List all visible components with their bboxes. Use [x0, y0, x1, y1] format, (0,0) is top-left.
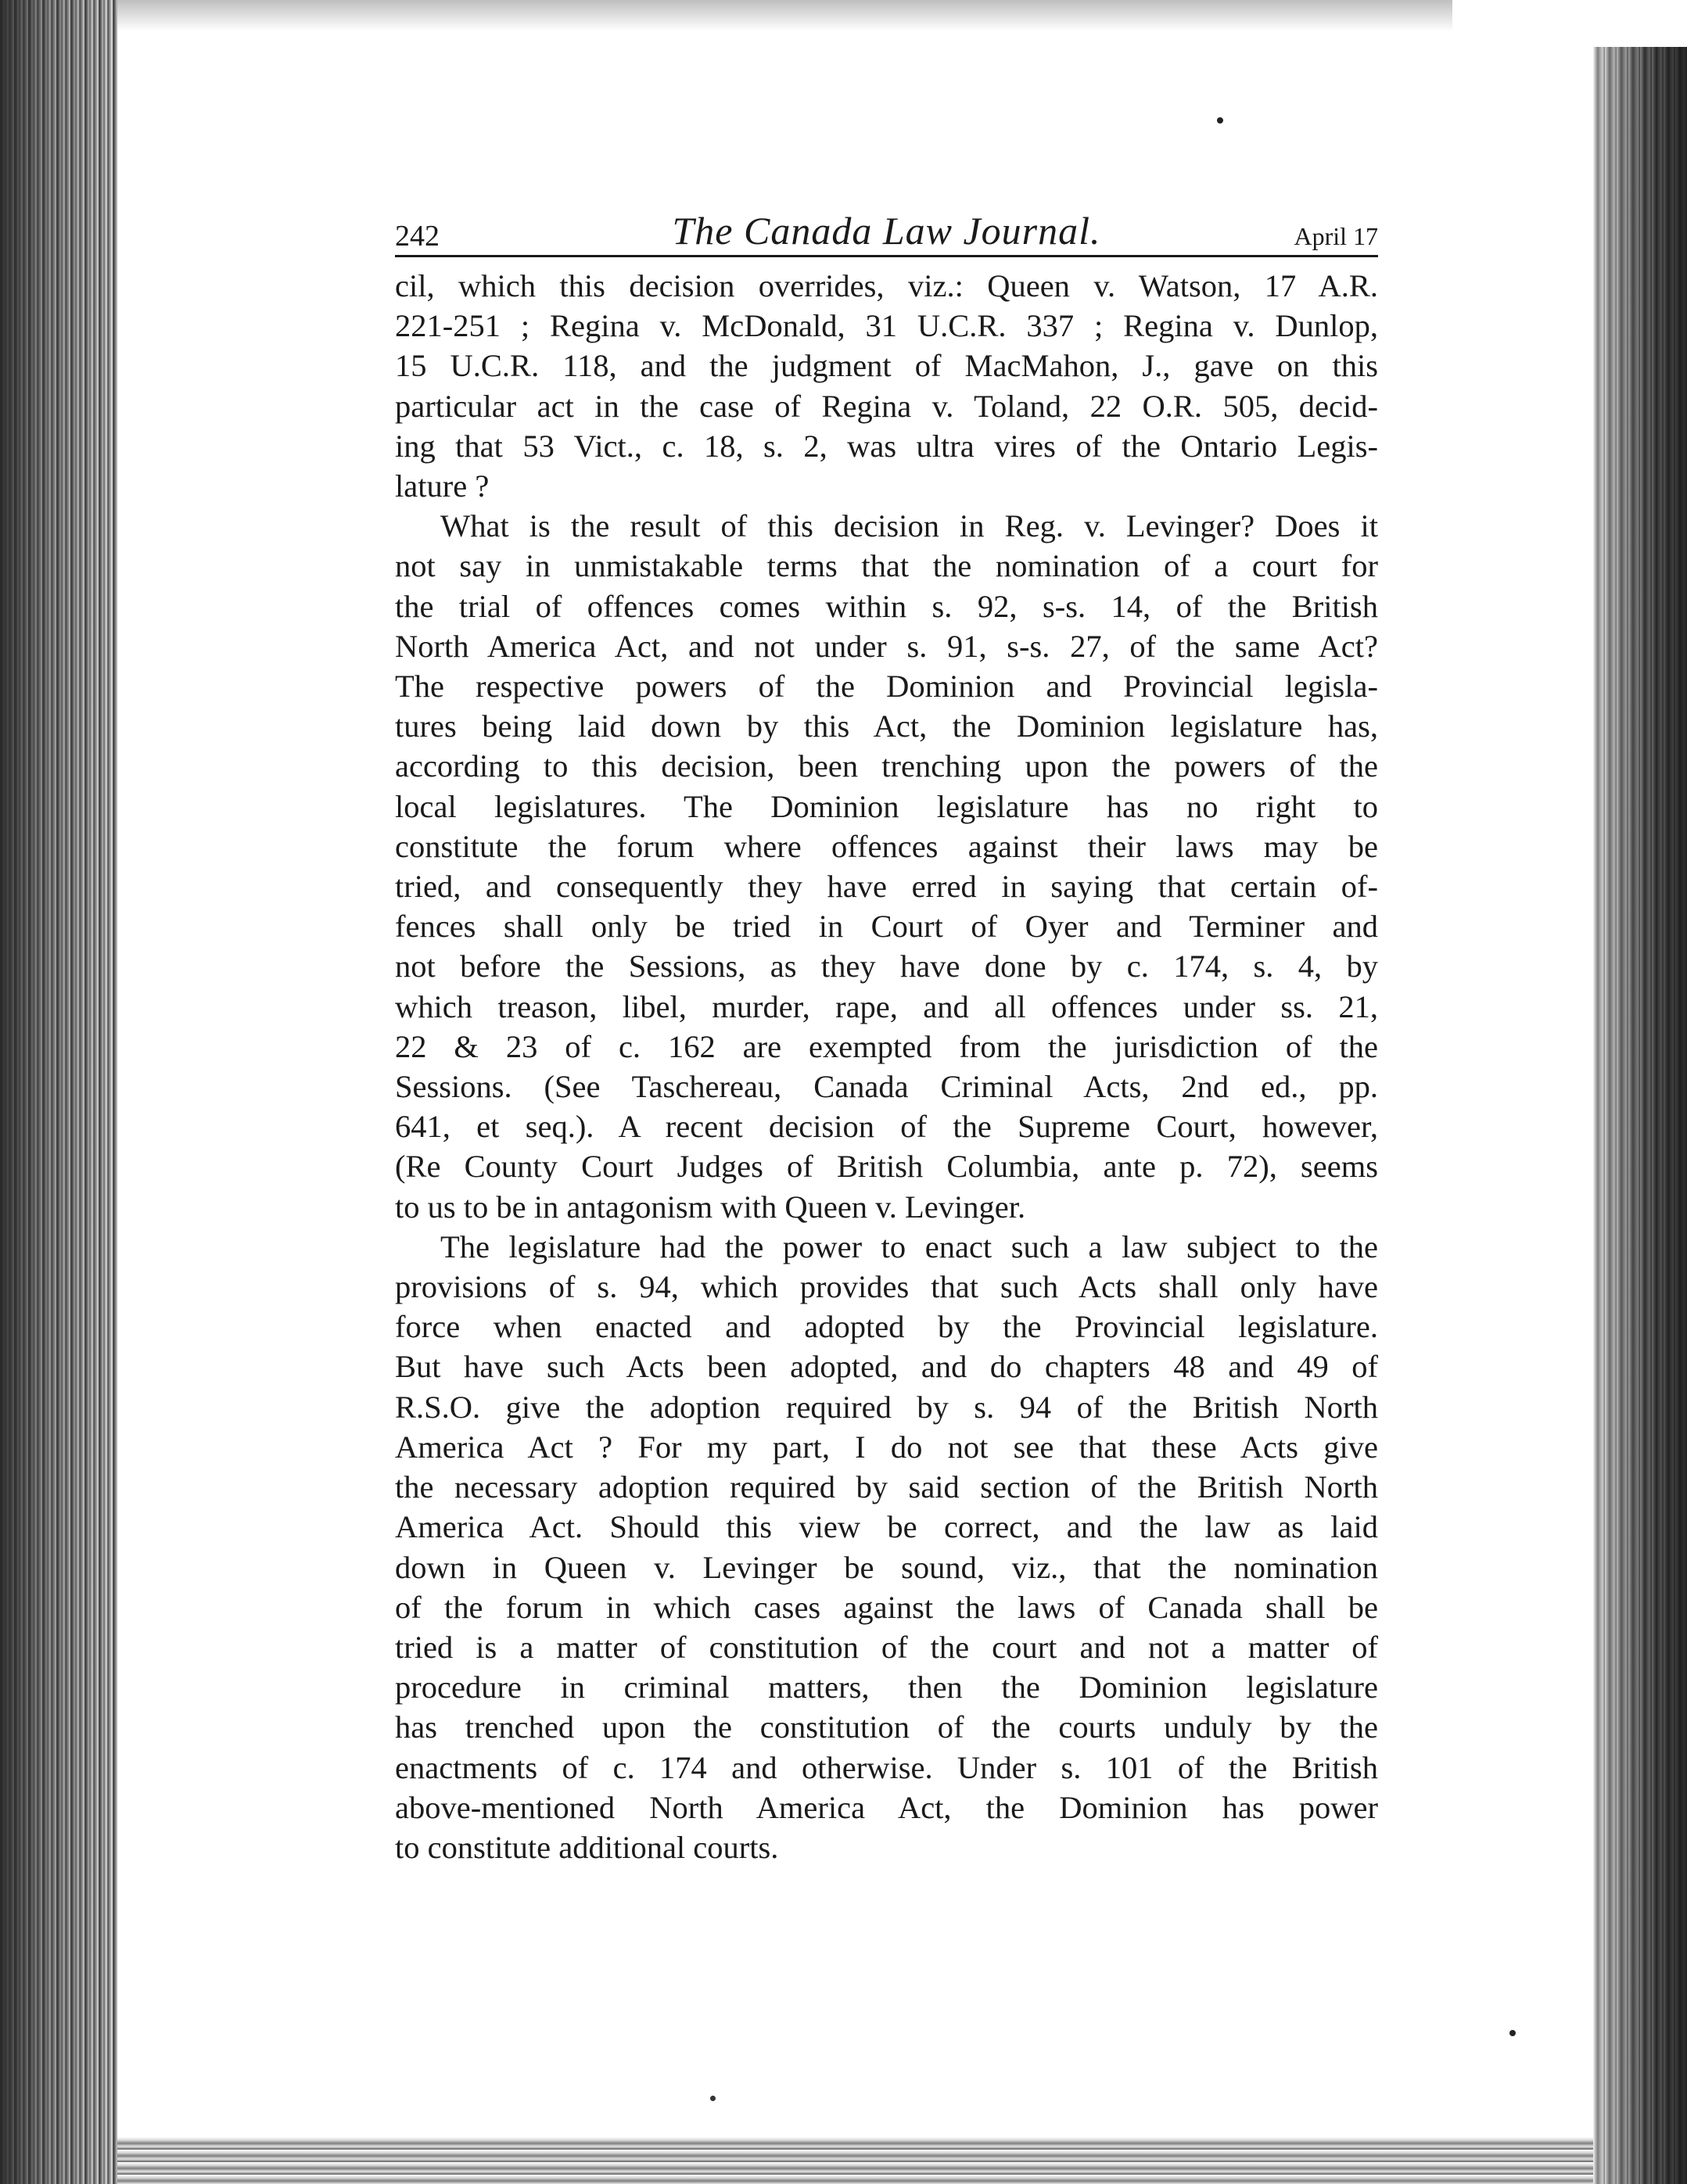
- text-line: lature ?: [395, 468, 490, 504]
- header-date: April 17: [1294, 222, 1378, 250]
- text-line: to us to be in antagonism with Queen v. Levinger.: [395, 1189, 1026, 1225]
- text-line: (Re County Court Judges of British Columbia, ante p. 72), seems: [395, 1149, 1378, 1185]
- text-line: according to this decision, been trenching upon the powers of the: [395, 748, 1378, 784]
- text-line: to constitute additional courts.: [395, 1829, 779, 1865]
- text-line: But have such Acts been adopted, and do chapters 48 and 49 of: [395, 1349, 1378, 1385]
- text-line: local legislatures. The Dominion legislature has no right to: [395, 788, 1378, 824]
- text-line: ing that 53 Vict., c. 18, s. 2, was ultra vires of the Ontario Legis-: [395, 428, 1378, 464]
- text-line: cil, which this decision overrides, viz.: Queen v. Watson, 17 A.R.: [395, 268, 1378, 303]
- text-line: The respective powers of the Dominion and Provincial legisla-: [395, 669, 1378, 705]
- text-line: America Act ? For my part, I do not see that these Acts give: [395, 1429, 1378, 1465]
- text-line: fences shall only be tried in Court of Oyer and Terminer and: [395, 909, 1378, 945]
- text-line: R.S.O. give the adoption required by s. 94 of the British North: [395, 1389, 1378, 1425]
- book-page-bottom-edge: [117, 2137, 1593, 2184]
- text-line: tures being laid down by this Act, the Dominion legislature has,: [395, 708, 1378, 744]
- book-spine-left-edge: [0, 0, 117, 2184]
- text-line: What is the result of this decision in Reg. v. Levinger? Does it: [440, 508, 1378, 544]
- text-line: tried is a matter of constitution of the court and not a matter of: [395, 1629, 1378, 1665]
- text-line: the trial of offences comes within s. 92, s-s. 14, of the British: [395, 588, 1378, 624]
- text-line: of the forum in which cases against the laws of Canada shall be: [395, 1589, 1378, 1625]
- text-line: constitute the forum where offences against their laws may be: [395, 828, 1378, 864]
- text-line: 221-251 ; Regina v. McDonald, 31 U.C.R. 337 ; Regina v. Dunlop,: [395, 308, 1378, 344]
- text-line: enactments of c. 174 and otherwise. Under s. 101 of the British: [395, 1749, 1378, 1785]
- text-line: not before the Sessions, as they have done by c. 174, s. 4, by: [395, 949, 1378, 984]
- page-header: [395, 205, 1378, 257]
- text-line: which treason, libel, murder, rape, and all offences under ss. 21,: [395, 988, 1378, 1024]
- text-line: 641, et seq.). A recent decision of the Supreme Court, however,: [395, 1109, 1378, 1145]
- text-line: particular act in the case of Regina v. Toland, 22 O.R. 505, decid-: [395, 388, 1378, 424]
- text-line: 15 U.C.R. 118, and the judgment of MacMahon, J., gave on this: [395, 348, 1378, 384]
- text-line: the necessary adoption required by said section of the British North: [395, 1469, 1378, 1505]
- text-line: Sessions. (See Taschereau, Canada Criminal Acts, 2nd ed., pp.: [395, 1069, 1378, 1105]
- text-line: North America Act, and not under s. 91, s-s. 27, of the same Act?: [395, 628, 1378, 664]
- text-line: procedure in criminal matters, then the Dominion legislature: [395, 1669, 1378, 1705]
- text-line: not say in unmistakable terms that the nomination of a court for: [395, 548, 1378, 584]
- text-line: above-mentioned North America Act, the Dominion has power: [395, 1789, 1378, 1825]
- text-line: America Act. Should this view be correct, and the law as laid: [395, 1509, 1378, 1545]
- text-line: force when enacted and adopted by the Provincial legislature.: [395, 1309, 1378, 1345]
- page-number: 242: [395, 220, 440, 253]
- ink-speck: [710, 2096, 716, 2101]
- text-line: down in Queen v. Levinger be sound, viz., that the nomination: [395, 1549, 1378, 1585]
- text-line: has trenched upon the constitution of the courts unduly by the: [395, 1709, 1378, 1745]
- text-line: provisions of s. 94, which provides that such Acts shall only have: [395, 1269, 1378, 1305]
- article-body: [395, 266, 1378, 1867]
- book-page-top-shadow: [117, 0, 1452, 31]
- text-line: 22 & 23 of c. 162 are exempted from the jurisdiction of the: [395, 1028, 1378, 1064]
- book-page-right-edge: [1593, 47, 1687, 2184]
- text-line: The legislature had the power to enact such a law subject to the: [440, 1228, 1378, 1264]
- text-line: tried, and consequently they have erred in saying that certain of-: [395, 869, 1378, 905]
- journal-title: The Canada Law Journal.: [672, 209, 1101, 253]
- ink-speck: [1509, 2030, 1516, 2036]
- ink-speck: [1217, 117, 1223, 124]
